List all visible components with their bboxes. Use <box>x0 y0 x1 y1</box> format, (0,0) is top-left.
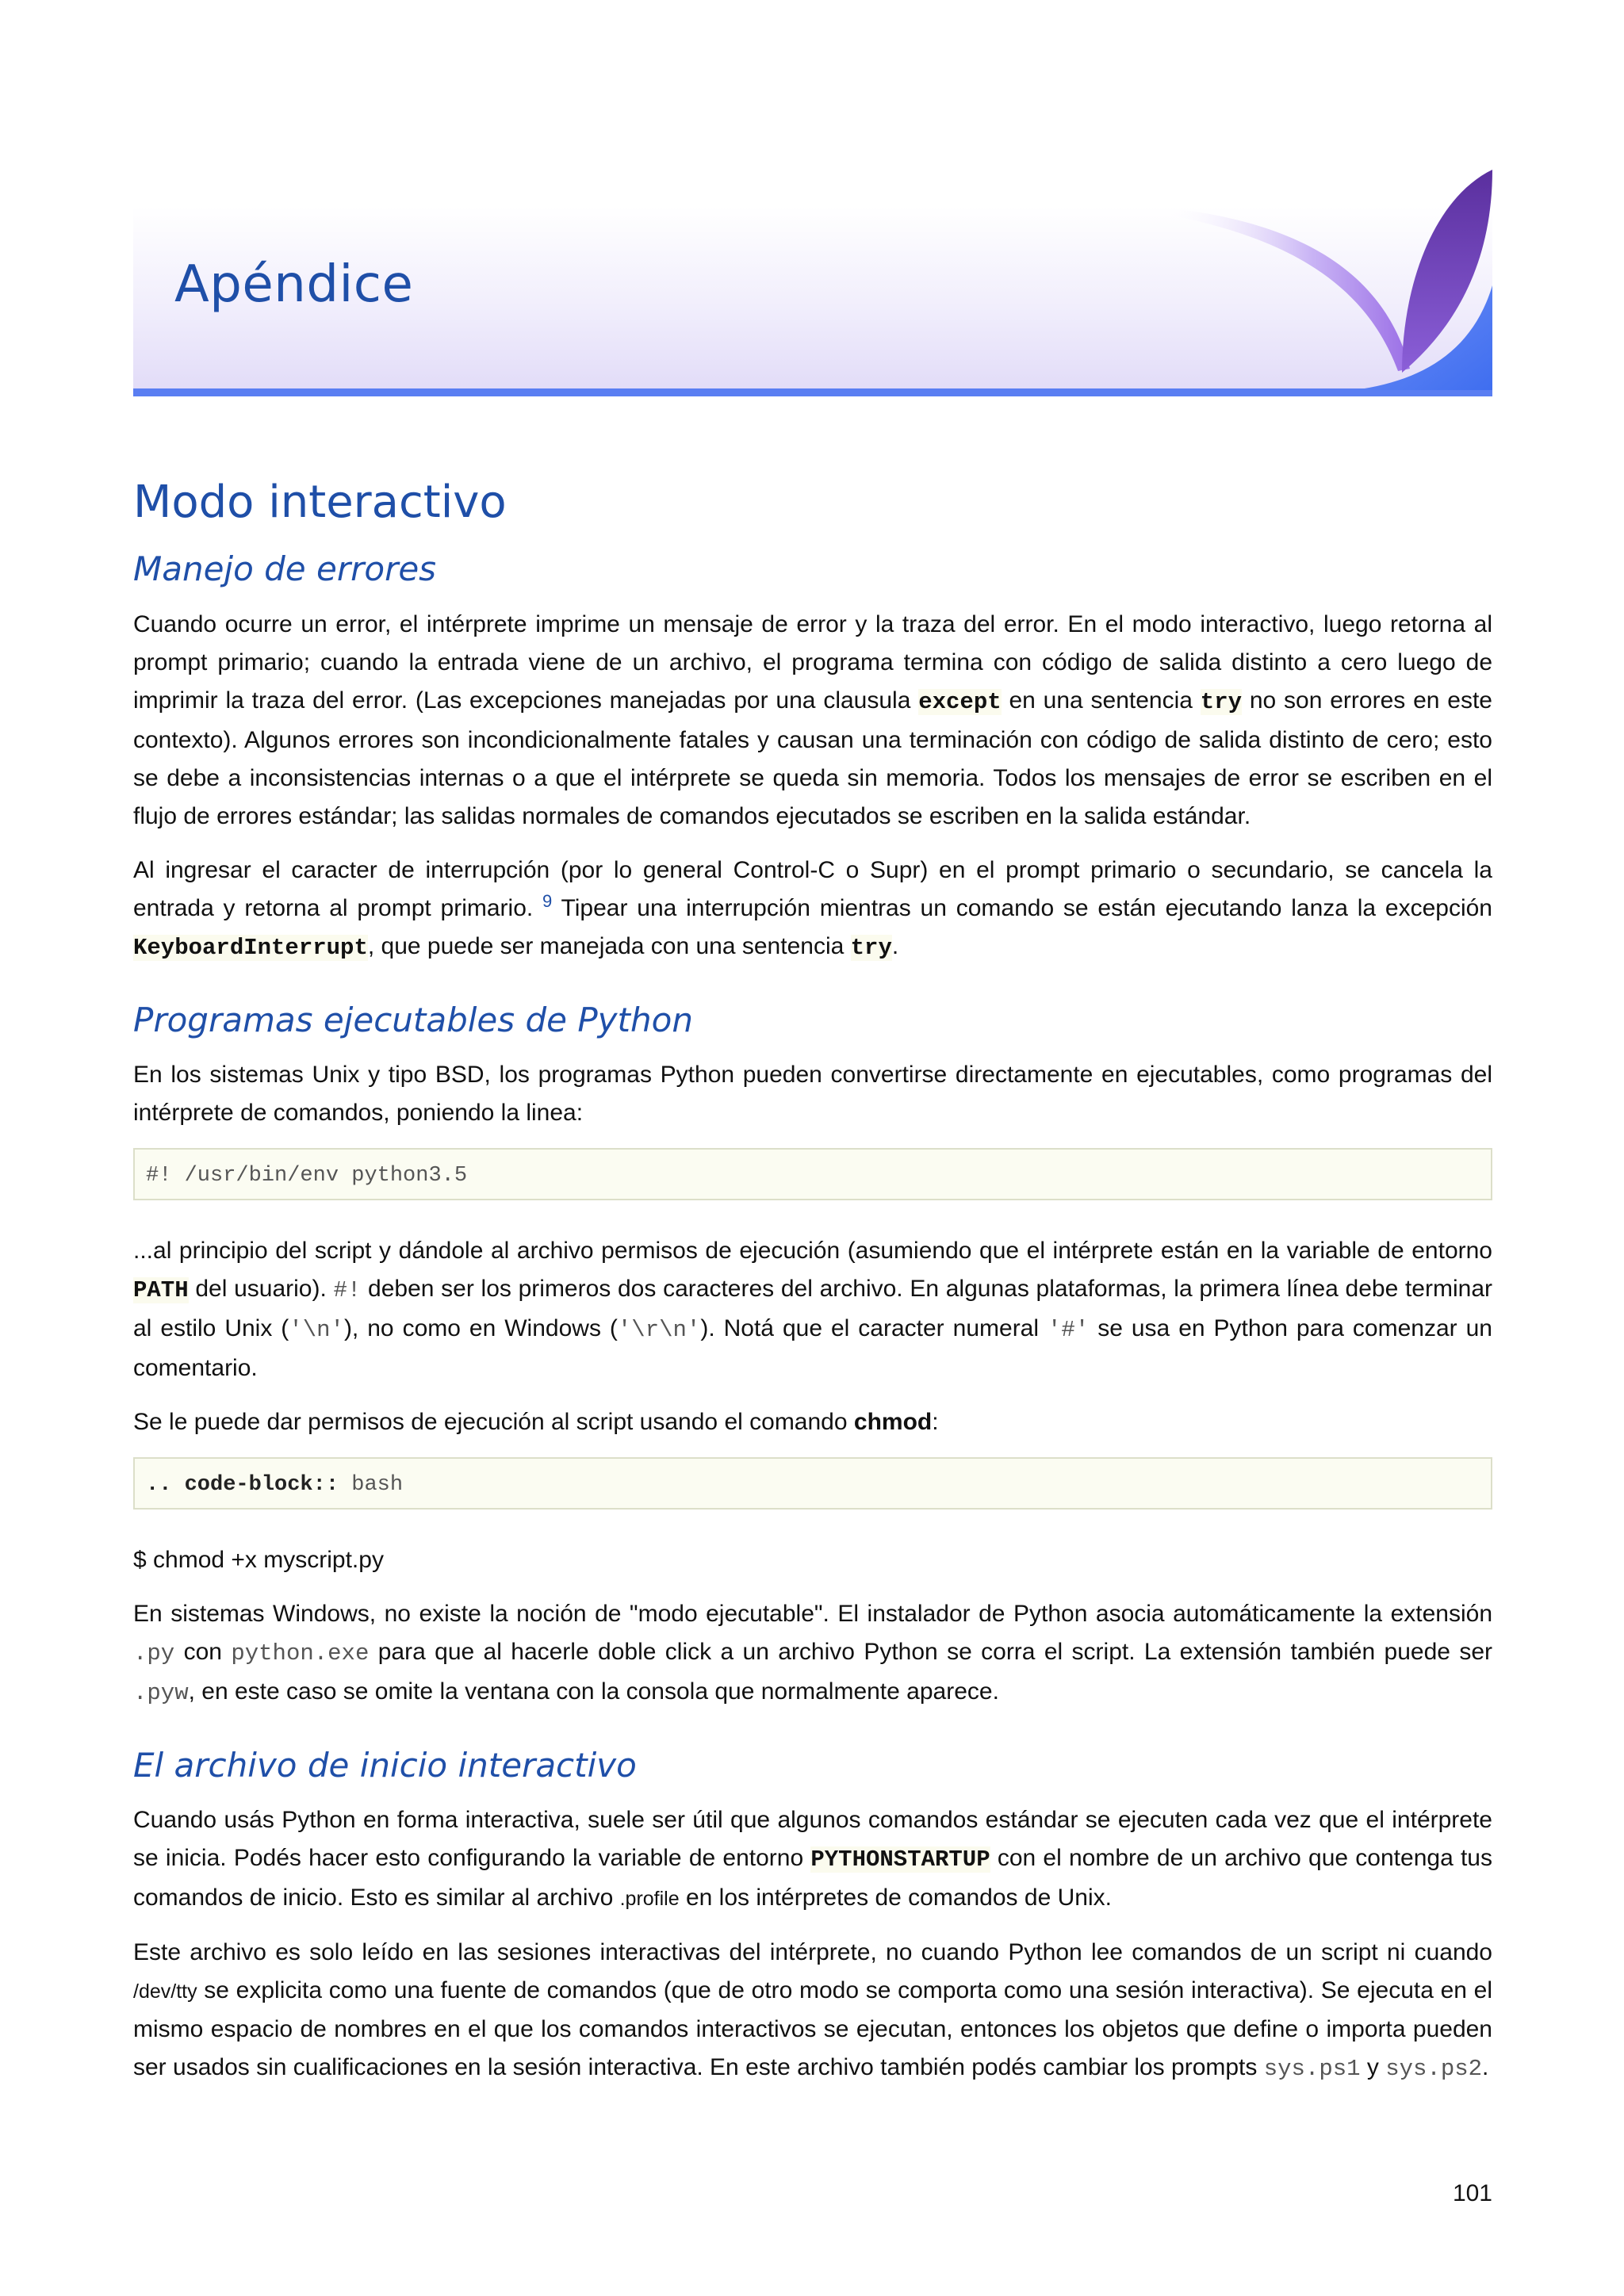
command-chmod: chmod <box>853 1408 933 1435</box>
subsection-title-errores: Manejo de errores <box>133 549 437 589</box>
inline-literal-newline: '\n' <box>289 1316 344 1343</box>
paragraph-errores-2: Al ingresar el caracter de interrupción (por lo general Control-C o Supr) en el prompt primario o secundario, se cancela la entrada y retorna al prompt primario. $^9$ Tipear una interrupción mientras un comando se están ejecutando lanza la excepción KeyboardInterrupt, que puede ser manejada con una sentencia try. <box>133 856 1492 961</box>
command-line-chmod: $ chmod +x myscript.py <box>133 1546 384 1573</box>
inline-literal-sys-ps1: sys.ps1 <box>1263 2056 1361 2083</box>
chapter-title: Apéndice <box>174 255 414 314</box>
inline-code-try: try <box>850 934 892 961</box>
inline-literal-hash: '#' <box>1048 1316 1090 1343</box>
paragraph-inicio-1: Cuando usás Python en forma interactiva, suele ser útil que algunos comandos estándar se ejecuten cada vez que el intérprete se inicia. Podés hacer esto configurando la variable de entorno PYTHONSTARTUP con el nombre de un archivo que contenga tus comandos de inicio. Esto es similar al archivo .profile en los intérpretes de comandos de Unix. <box>133 1807 1492 1911</box>
inline-code-pythonstartup: PYTHONSTARTUP <box>810 1846 990 1873</box>
paragraph-ejecutables-3: Se le puede dar permisos de ejecución al script usando el comando chmod: <box>133 1408 939 1435</box>
inline-code-keyboardinterrupt: KeyboardInterrupt <box>133 934 368 961</box>
inline-literal-crlf: '\r\n' <box>617 1316 701 1343</box>
inline-file-profile: .profile <box>619 1888 680 1911</box>
paragraph-ejecutables-1: En los sistemas Unix y tipo BSD, los programas Python pueden convertirse directamente en ejecutables, como programas del intérprete de comandos, poniendo la linea: <box>133 1061 1492 1126</box>
footnote-link[interactable]: 9 <box>542 890 553 911</box>
inline-literal-shebang: #! <box>333 1276 362 1303</box>
subsection-title-inicio: El archivo de inicio interactivo <box>133 1745 637 1785</box>
inline-literal-sys-ps2: sys.ps2 <box>1385 2056 1483 2083</box>
inline-file-dev-tty: /dev/tty <box>133 1980 197 2003</box>
paragraph-inicio-2: Este archivo es solo leído en las sesiones interactivas del intérprete, no cuando Python lee comandos de un script ni cuando /dev/tty se explicita como una fuente de comandos (que de otro modo se comporta como una sesión interactiva). Se ejecuta en el mismo espacio de nombres en el que los comandos interactivos se ejecutan, entonces los objetos que define o importa pueden ser usados sin cualificaciones en la sesión interactiva. En este archivo también podés cambiar los prompts sys.ps1 y sys.ps2. <box>133 1939 1492 2083</box>
paragraph-ejecutables-4: En sistemas Windows, no existe la noción de "modo ejecutable". El instalador de Python asocia automáticamente la extensión .py con python.exe para que al hacerle doble click a un archivo Python se corra el script. La extensión también puede ser .pyw, en este caso se omite la ventana con la consola que normalmente aparece. <box>133 1600 1492 1706</box>
code-block-shebang: #! /usr/bin/env python3.5 <box>133 1148 1492 1200</box>
paragraph-ejecutables-2: ...al principio del script y dándole al archivo permisos de ejecución (asumiendo que el intérprete están en la variable de entorno PATH del usuario). #! deben ser los primeros dos caracteres del archivo. En algunas plataformas, la primera línea debe terminar al estilo Unix ('\n'), no como en Windows ('\r\n'). Notá que el caracter numeral '#' se usa en Python para comenzar un comentario. <box>133 1237 1492 1381</box>
inline-code-except: except <box>918 688 1002 715</box>
inline-literal-py: .py <box>133 1640 175 1667</box>
paragraph-errores-1: Cuando ocurre un error, el intérprete imprime un mensaje de error y la traza del error. En el modo interactivo, luego retorna al prompt primario; cuando la entrada viene de un archivo, el programa termina con código de salida distinto a cero luego de imprimir la traza del error. (Las excepciones manejadas por una clausula except en una sentencia try no son errores en este contexto). Algunos errores son incondicionalmente fatales y causan una terminación con código de salida distinto de cero; esto se debe a inconsistencias internas o a que el intérprete se queda sin memoria. Todos los mensajes de error se escriben en el flujo de errores estándar; las salidas normales de comandos ejecutados se escriben en la salida estándar. <box>133 610 1492 829</box>
code-block-directive: .. code-block:: bash <box>133 1457 1492 1510</box>
page-number: 101 <box>1452 2180 1492 2206</box>
inline-literal-python-exe: python.exe <box>231 1640 370 1667</box>
inline-literal-pyw: .pyw <box>133 1679 189 1706</box>
inline-code-path: PATH <box>133 1276 189 1303</box>
section-title: Modo interactivo <box>133 476 507 528</box>
inline-code-try: try <box>1200 688 1243 715</box>
page-content <box>133 476 1492 2104</box>
subsection-title-ejecutables: Programas ejecutables de Python <box>133 1000 693 1039</box>
